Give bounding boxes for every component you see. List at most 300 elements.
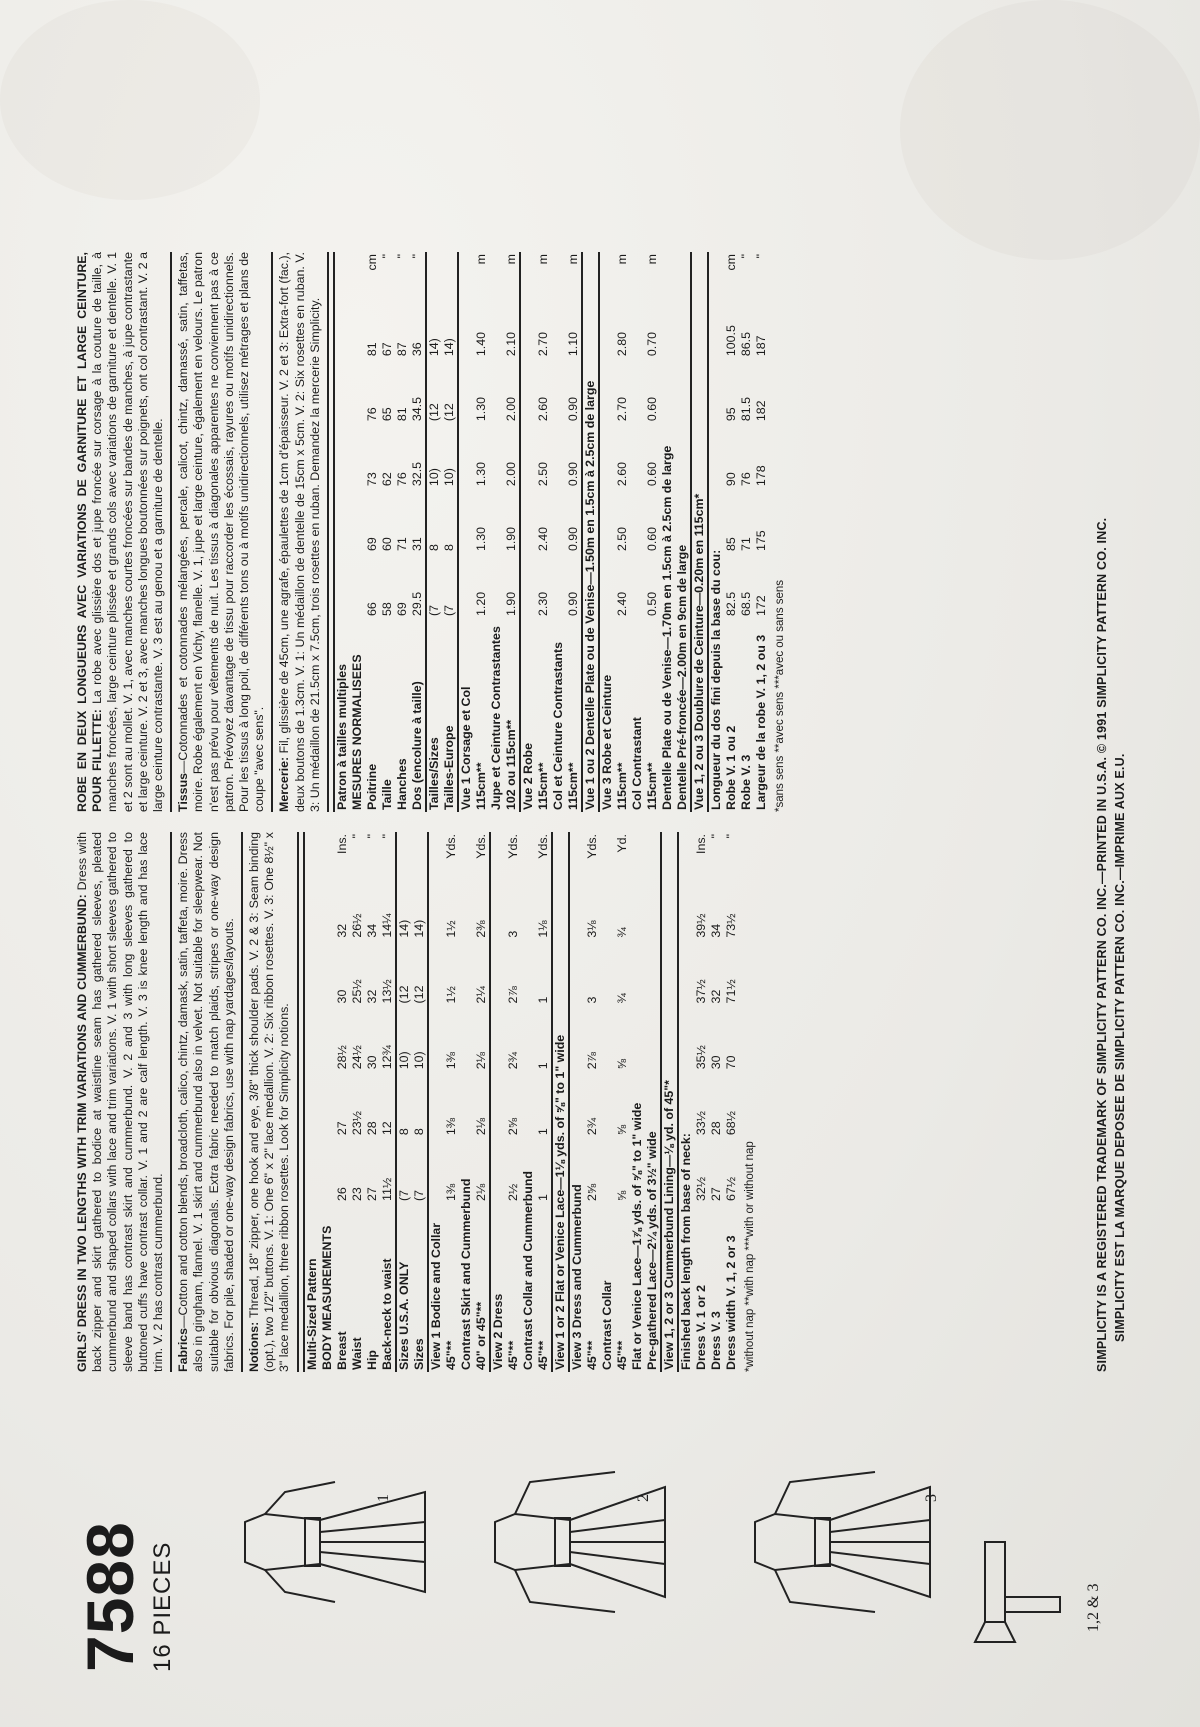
table-cell: 11½ (379, 1177, 394, 1201)
table-cell: (12 (426, 358, 442, 423)
row-label: 40" or 45"** (473, 1301, 488, 1370)
table-cell: 35½ (693, 1045, 708, 1070)
table-cell: 23 (349, 1187, 364, 1201)
row-label: Vue 1 ou 2 Dentelle Plate ou de Venise—1.50m en 1.5cm à 2.5cm de large (582, 252, 599, 812)
table-row (552, 832, 569, 1372)
french-column (75, 252, 788, 812)
row-label: Robe V. 1 ou 2 (724, 725, 739, 810)
table-row (380, 252, 395, 812)
table-cell: 67 (380, 342, 395, 357)
table-cell: 1 (535, 1128, 550, 1136)
row-label: Patron à tailles multiples (334, 252, 350, 812)
english-notions: Notions: Thread, 18" zipper, one hook and eye, 3/8" thick shoulder pads. V. 2 & 3: Seam binding (opt.), two 1/2" buttons. V. 1: One 6" x 2" lace medallion. V. 2: Six ribbon rosettes. V. 3: One 8½" x 3" lace medallion, three ribbon rosettes. Look for Simplicity notions. (241, 832, 293, 1372)
table-cell: 58 (380, 602, 395, 617)
unit-cell: Yds. (535, 834, 550, 859)
table-row (645, 832, 661, 1372)
row-label: 115cm** (566, 762, 581, 810)
table-cell: 0.50 (645, 591, 660, 617)
french-footnote: *sans sens **avec sens ***avec ou sans sens (774, 579, 787, 812)
table-cell: 2⅞ (584, 1052, 599, 1070)
french-table (327, 252, 788, 812)
table-row (334, 252, 350, 812)
table-cell: 1.30 (474, 526, 489, 552)
table-cell: 39½ (693, 913, 708, 938)
table-cell: 2⅝ (505, 1117, 520, 1136)
unit-cell: Yds. (443, 834, 458, 859)
row-label: Col Contrastant (630, 717, 645, 810)
table-cell: 23½ (349, 1111, 364, 1136)
table-row (739, 252, 754, 812)
pattern-number: 7588 (73, 1521, 147, 1672)
row-label: Finished back length from base of neck: (678, 832, 694, 1372)
table-cell: 87 (395, 342, 410, 357)
row-label: Sizes (411, 1338, 426, 1370)
table-cell: 33½ (693, 1111, 708, 1136)
row-label: Dress width V. 1, 2 or 3 (723, 1235, 738, 1370)
table-row (395, 252, 410, 812)
unit-cell: Yds. (505, 834, 520, 859)
table-cell: 90 (724, 472, 739, 487)
table-cell: 1⅜ (443, 1117, 458, 1136)
table-row (678, 832, 694, 1372)
table-cell: 1.20 (474, 591, 489, 617)
table-row (708, 252, 724, 812)
table-cell: 0.70 (645, 332, 660, 357)
row-label: Col et Ceinture Contrastants (551, 642, 566, 810)
table-cell: 32½ (693, 1176, 708, 1201)
french-description: ROBE EN DEUX LONGUEURS AVEC VARIATIONS DE GARNITURE ET LARGE CEINTURE, POUR FILLETTE: La robe avec glissière dos et jupe froncée sur corsage à la couture de taille, à manches froncées, large ceinture plissée et grands cols avec variations de garniture et dentelle. V. 1 et 2 sont au mollet. V. 1, avec manches courtes froncées sur bandes de manches, à jupe contrastante et large ceinture. V. 2 et 3, avec manches longues boutonnées sur poignets, ont col contrastant. V. 2 a large ceinture contrastante. V. 3 est au genou et a garniture de dentelle. (75, 252, 166, 812)
table-cell: 1½ (443, 920, 458, 938)
row-label: Largeur de la robe V. 1, 2 ou 3 (754, 634, 769, 810)
table-cell: 29.5 (410, 591, 425, 617)
table-cell: 71 (395, 537, 410, 552)
table-row (396, 832, 412, 1372)
row-label: View 1, 2 or 3 Cummerbund Lining—⅛ yd. of 45"* (661, 832, 678, 1372)
row-label: 45"** (614, 1340, 629, 1370)
table-cell: 10) (442, 468, 457, 487)
table-row (304, 832, 320, 1372)
row-label: Pre-gathered Lace—2¼ yds. of 3½" wide (644, 1131, 659, 1370)
table-cell: 1 (535, 996, 550, 1004)
table-row (365, 252, 380, 812)
table-row (410, 252, 426, 812)
table-row (459, 832, 474, 1372)
table-cell: 70 (723, 1055, 738, 1070)
row-label: Flat or Venice Lace—1⅞ yds. of ⅝" to 1" wide (629, 1102, 644, 1370)
unit-cell: m (615, 254, 630, 265)
row-label: 115cm** (615, 762, 630, 810)
unit-cell: Ins. (693, 834, 708, 854)
row-label: Vue 1, 2 ou 3 Doublure de Ceinture—0.20m en 115cm* (691, 252, 708, 812)
dress-sketch-icon (225, 1452, 435, 1632)
unit-cell (426, 252, 442, 293)
view-3-illustration (735, 1452, 945, 1632)
table-row (566, 252, 582, 812)
table-cell: 28 (364, 1121, 379, 1136)
unit-cell: " (379, 834, 394, 839)
row-label: Dress V. 1 or 2 (693, 1285, 708, 1370)
english-footnote: *without nap **with nap ***with or without nap (743, 1141, 756, 1372)
table-cell: 76 (395, 472, 410, 487)
row-label: BODY MEASUREMENTS (319, 1225, 334, 1370)
table-cell: 2.00 (504, 461, 519, 487)
table-row (320, 832, 335, 1372)
table-cell: 25½ (349, 979, 364, 1004)
unit-cell (396, 832, 412, 874)
english-fabrics: Fabrics—Cotton and cotton blends, broadcloth, calico, chintz, damask, satin, taffeta, moire. Dress also in gingham, flannel. V. 1 skirt and cummerbund also in velvet. Not suitable for sleepwear. Not suitable for obvious diagonals. Extra fabric needed to match plaids, stripes or one-way design fabrics. For pile, shaded or one-way design fabrics, use with nap yardages/layouts. (170, 832, 237, 1372)
table-cell: 1½ (443, 986, 458, 1004)
table-cell: 81 (395, 407, 410, 422)
table-cell: 2.60 (615, 461, 630, 487)
table-cell: 1.90 (504, 591, 519, 617)
unit-cell: " (349, 834, 364, 839)
table-cell: 82.5 (724, 591, 739, 617)
view-number-123: 1,2 & 3 (1085, 1583, 1102, 1632)
table-cell: (7 (426, 553, 442, 618)
table-cell: 100.5 (724, 325, 739, 357)
cummerbund-sketch-icon (965, 1512, 1075, 1652)
table-cell: 27 (364, 1187, 379, 1201)
table-cell: 65 (380, 407, 395, 422)
table-cell: 1.30 (474, 396, 489, 422)
view-number-3: 3 (923, 1494, 940, 1502)
table-row (660, 252, 675, 812)
unit-cell: Yd. (614, 834, 629, 853)
row-label: 45"** (584, 1340, 599, 1370)
table-cell: 1.10 (566, 332, 581, 357)
table-row (551, 252, 566, 812)
row-label: 45"** (535, 1340, 550, 1370)
table-row (694, 832, 709, 1372)
table-row (335, 832, 350, 1372)
trademark-line-2: SIMPLICITY EST LA MARQUE DEPOSEE DE SIMPLICITY PATTERN CO. INC.—IMPRIME AUX E.U. (1113, 753, 1127, 1342)
unit-cell: m (474, 254, 489, 265)
table-row (474, 252, 489, 812)
row-label: Longueur du dos fini depuis la base du cou: (708, 252, 724, 812)
row-label: Contrast Collar and Cummerbund (520, 1171, 535, 1370)
table-row (599, 252, 615, 812)
table-row (661, 832, 678, 1372)
table-cell: 71 (739, 537, 754, 552)
french-fabrics: Tissus—Cotonnades et cotonnades mélangées, percale, calicot, chintz, damassé, satin, taffetas, moire. Robe également en Vichy, flanelle. V. 1, jupe et large ceinture, également en velours. Le patron n'est pas prévu pour vêtements de nuit. Les tissus à diagonales apparentes ne conviennent pas à ce patron. Prévoyez davantage de tissu pour raccorder les écossais, rayures ou motifs unidirectionnels. Pour les tissus à long poil, de différents tons ou à motifs unidirectionnels, utilisez métrages et plans de coupe "avec sens". (170, 252, 267, 812)
table-cell: 1⅜ (443, 1183, 458, 1201)
table-cell: 32.5 (410, 461, 425, 487)
table-cell: 2.80 (615, 332, 630, 357)
french-measurements-table (333, 252, 769, 812)
unit-cell: m (504, 254, 519, 265)
rotated-sheet (75, 32, 1130, 1672)
row-label: View 2 Dress (490, 832, 506, 1372)
table-cell: 2.40 (536, 526, 551, 552)
table-cell: 14) (396, 874, 412, 940)
table-cell: 2⅞ (505, 986, 520, 1004)
english-table (297, 832, 758, 1372)
table-cell: 2.70 (536, 332, 551, 357)
unit-cell: " (410, 254, 425, 259)
unit-cell: m (645, 254, 660, 265)
table-row (380, 832, 396, 1372)
table-cell: 2.70 (615, 396, 630, 422)
table-row (536, 252, 551, 812)
table-cell: 68.5 (739, 591, 754, 617)
dress-sketch-icon (475, 1452, 685, 1632)
table-cell: 14) (411, 919, 426, 938)
row-label: Tailles/Sizes (426, 618, 442, 812)
table-row (645, 252, 660, 812)
table-cell: 85 (724, 537, 739, 552)
english-title: GIRLS' DRESS IN TWO LENGTHS WITH TRIM VARIATIONS AND CUMMERBUND: (75, 894, 89, 1372)
row-label: Sizes U.S.A. ONLY (396, 1203, 412, 1372)
table-row (630, 832, 645, 1372)
table-cell: 2⅛ (473, 1183, 488, 1201)
table-cell: 1 (535, 1062, 550, 1070)
trademark-line-1: SIMPLICITY IS A REGISTERED TRADEMARK OF SIMPLICITY PATTERN CO. INC.—PRINTED IN U.S.A. © 1991 SIMPLICITY PATTERN CO. INC. (1095, 517, 1109, 1372)
unit-cell: cm (724, 254, 739, 271)
table-row (630, 252, 645, 812)
table-row (504, 252, 520, 812)
table-cell: 27 (708, 1187, 723, 1201)
table-row (585, 832, 600, 1372)
table-cell: 76 (739, 472, 754, 487)
table-cell: 10) (396, 1005, 412, 1071)
table-cell: (12 (411, 985, 426, 1004)
table-row (506, 832, 521, 1372)
table-cell: 2.50 (536, 461, 551, 487)
piece-count: 16 PIECES (149, 1541, 176, 1672)
table-cell: 66 (365, 602, 380, 617)
table-row (724, 252, 739, 812)
table-cell: 60 (380, 537, 395, 552)
table-cell: 28½ (334, 1045, 349, 1070)
table-row (536, 832, 552, 1372)
row-label: Poitrine (365, 763, 380, 810)
table-cell: 34 (364, 923, 379, 938)
table-cell: 8 (411, 1128, 426, 1136)
table-cell: 73½ (723, 913, 738, 938)
table-cell: 81 (365, 342, 380, 357)
table-cell: 3⅛ (584, 920, 599, 938)
row-label: Hip (364, 1350, 379, 1370)
table-cell: 8 (396, 1071, 412, 1137)
table-cell: 2.10 (504, 332, 519, 357)
table-cell: 71½ (723, 979, 738, 1004)
table-cell: 3 (505, 930, 520, 938)
table-cell: 2⅛ (473, 1052, 488, 1070)
table-row (426, 252, 442, 812)
row-label: 45"** (505, 1340, 520, 1370)
table-cell: 10) (411, 1051, 426, 1070)
table-cell: 13½ (379, 979, 394, 1004)
table-row (569, 832, 585, 1372)
table-cell: 2⅛ (473, 1117, 488, 1136)
table-cell: 27 (334, 1121, 349, 1136)
table-cell: 34.5 (410, 396, 425, 422)
table-cell: 32 (708, 989, 723, 1004)
row-label: Dentelle Plate ou de Venise—1.70m en 1.5cm à 2.5cm de large (660, 445, 675, 810)
table-cell: 62 (380, 472, 395, 487)
table-cell: 0.90 (566, 526, 581, 552)
view-2-illustration (475, 1452, 685, 1632)
table-cell: 2.60 (536, 396, 551, 422)
table-cell: 31 (410, 537, 425, 552)
table-cell: (12 (442, 403, 457, 422)
table-row (521, 832, 536, 1372)
table-cell: 0.90 (566, 461, 581, 487)
table-row (615, 252, 630, 812)
row-label: Breast (334, 1331, 349, 1370)
table-row (458, 252, 474, 812)
table-row (600, 832, 615, 1372)
table-cell: 2⅝ (584, 1183, 599, 1201)
table-cell: ¾ (614, 993, 629, 1004)
table-cell: 30 (334, 989, 349, 1004)
table-cell: (7 (442, 604, 457, 617)
table-cell: 2.40 (615, 591, 630, 617)
table-cell: 30 (364, 1055, 379, 1070)
row-label: Multi-Sized Pattern (304, 832, 320, 1372)
table-cell: 0.90 (566, 591, 581, 617)
unit-cell: " (754, 254, 769, 259)
row-label: Back-neck to waist (379, 1258, 394, 1370)
unit-cell: " (739, 254, 754, 259)
table-cell: 2½ (505, 1183, 520, 1201)
table-cell: 2.00 (504, 396, 519, 422)
row-label: MESURES NORMALISEES (350, 654, 365, 810)
table-cell: 0.60 (645, 461, 660, 487)
english-column (75, 832, 758, 1372)
row-label: 45"** (443, 1340, 458, 1370)
table-cell: 14¼ (379, 913, 394, 938)
table-cell: 37½ (693, 979, 708, 1004)
row-label: 115cm** (536, 762, 551, 810)
table-cell: 1.40 (474, 332, 489, 357)
table-cell: 95 (724, 407, 739, 422)
unit-cell: " (364, 834, 379, 839)
row-label: Dress V. 3 (708, 1311, 723, 1370)
row-label: Tailles-Europe (442, 725, 457, 810)
table-cell: ¾ (614, 927, 629, 938)
unit-cell: " (395, 254, 410, 259)
table-row (490, 832, 506, 1372)
unit-cell: Yds. (584, 834, 599, 859)
unit-cell: " (723, 834, 738, 839)
unit-cell: m (536, 254, 551, 265)
table-cell: 175 (754, 530, 769, 552)
table-cell: 178 (754, 465, 769, 487)
row-label: Robe V. 3 (739, 754, 754, 810)
table-cell: 81.5 (739, 396, 754, 422)
table-cell: 14) (426, 293, 442, 358)
table-row (691, 252, 708, 812)
table-cell: 172 (754, 595, 769, 617)
table-row (754, 252, 769, 812)
table-cell: 30 (708, 1055, 723, 1070)
view-1-illustration (225, 1452, 435, 1632)
row-label: 102 ou 115cm** (504, 719, 519, 810)
dress-sketch-icon (735, 1452, 945, 1632)
row-label: View 3 Dress and Cummerbund (569, 832, 585, 1372)
french-title: ROBE EN DEUX LONGUEURS AVEC VARIATIONS DE GARNITURE ET LARGE CEINTURE, POUR FILLETTE: (75, 252, 105, 812)
table-cell: 2.50 (615, 526, 630, 552)
view-number-2: 2 (635, 1494, 652, 1502)
english-description: GIRLS' DRESS IN TWO LENGTHS WITH TRIM VARIATIONS AND CUMMERBUND: Dress with back zipper and skirt gathered to bodice at waistline seam has gathered sleeves, pleated cummerbund and shaped collars with lace and trim variations. V. 1 with short sleeves gathered to sleeve band has contrast skirt and cummerbund. V. 2 and 3 with long sleeves gathered to buttoned cuffs have contrast collar. V. 1 and 2 are calf length. V. 3 is knee length and has lace trim. V. 2 has contrast cummerbund. (75, 832, 166, 1372)
row-label: Contrast Collar (599, 1280, 614, 1370)
table-row (709, 832, 724, 1372)
table-cell: 2.30 (536, 591, 551, 617)
table-cell: 14) (442, 338, 457, 357)
table-cell: ⅝ (614, 1190, 629, 1201)
table-cell: 2⅜ (473, 920, 488, 938)
table-cell: 12 (379, 1121, 394, 1136)
unit-cell: Ins. (334, 834, 349, 854)
table-cell: 0.60 (645, 396, 660, 422)
table-cell: ⅝ (614, 1058, 629, 1070)
table-cell: (7 (396, 1137, 412, 1203)
table-cell: 2¼ (473, 986, 488, 1004)
table-cell: 12¾ (379, 1045, 394, 1070)
table-cell: (12 (396, 940, 412, 1006)
table-cell: 1⅛ (535, 920, 550, 938)
row-label: Vue 2 Robe (520, 252, 536, 812)
table-cell: ⅝ (614, 1124, 629, 1136)
table-cell: 68½ (723, 1111, 738, 1136)
table-cell: 28 (708, 1121, 723, 1136)
table-row (520, 252, 536, 812)
table-cell: 26 (334, 1187, 349, 1201)
table-cell: 73 (365, 472, 380, 487)
table-cell: 76 (365, 407, 380, 422)
table-row (474, 832, 490, 1372)
row-label: Contrast Skirt and Cummerbund (458, 1178, 473, 1370)
view-number-1: 1 (375, 1494, 392, 1502)
unit-cell (442, 252, 458, 293)
table-row (582, 252, 599, 812)
cummerbund-illustration (965, 1512, 1075, 1652)
table-cell: 0.60 (645, 526, 660, 552)
unit-cell: Yds. (473, 834, 488, 859)
table-cell: 67½ (723, 1176, 738, 1201)
french-notions: Mercerie: Fil, glissière de 45cm, une agrafe, épaulettes de 1cm d'épaisseur. V. 2 et 3: Extra-fort (fac.), deux boutons de 1.3cm. V. 1: Un médaillon de dentelle de 15cm x 5cm. V. 2: Six rosettes en ruban. V. 3: Un médaillon de 21.5cm x 7.5cm, trois rosettes en ruban. Demandez la mercerie Simplicity. (271, 252, 323, 812)
row-label: Waist (349, 1337, 364, 1370)
row-label: Vue 1 Corsage et Col (458, 252, 474, 812)
unit-cell: " (708, 834, 723, 839)
unit-cell (412, 832, 428, 874)
row-label: Dentelle Pré-froncée—2.00m en 9cm de large (675, 544, 690, 810)
row-label: Hanches (395, 758, 410, 810)
table-cell: 2¾ (584, 1117, 599, 1136)
row-label: Vue 3 Robe et Ceinture (599, 252, 615, 812)
table-cell: 24½ (349, 1045, 364, 1070)
unit-cell: m (566, 254, 581, 265)
table-cell: 69 (365, 537, 380, 552)
row-label: 115cm** (474, 762, 489, 810)
table-cell: 32 (364, 989, 379, 1004)
table-cell: 1.90 (504, 526, 519, 552)
table-cell: 34 (708, 923, 723, 938)
table-row (724, 832, 739, 1372)
table-cell: 86.5 (739, 332, 754, 357)
table-cell: 182 (754, 400, 769, 422)
table-cell: 10) (426, 423, 442, 488)
row-label: View 1 or 2 Flat or Venice Lace—1⅛ yds. of ⅝" to 1" wide (552, 832, 569, 1372)
table-row (489, 252, 504, 812)
table-cell: 1⅜ (443, 1052, 458, 1070)
row-label: 115cm** (645, 762, 660, 810)
table-row (412, 832, 428, 1372)
row-label: Dos (encolure à taille) (410, 681, 425, 810)
pattern-header (75, 1372, 225, 1672)
row-label: Taille (380, 779, 395, 810)
